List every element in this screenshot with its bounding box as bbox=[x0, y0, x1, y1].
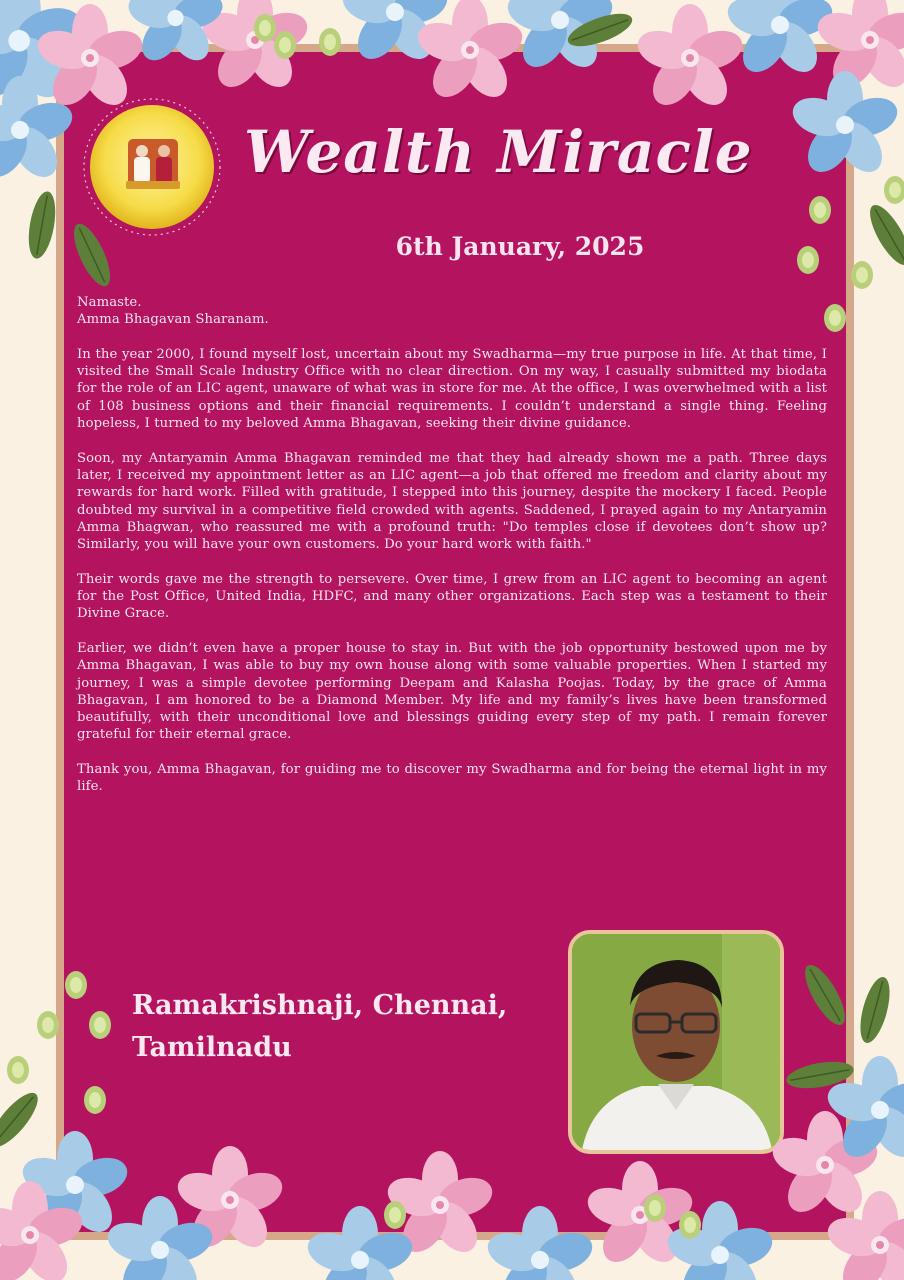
paragraph-5: Thank you, Amma Bhagavan, for guiding me to discover my Swadharma and for being the eternal light in my life. bbox=[77, 762, 827, 795]
page-title: Wealth Miracle bbox=[244, 118, 753, 186]
signature bbox=[132, 985, 562, 1069]
date-heading: 6th January, 2025 bbox=[395, 232, 645, 261]
portrait-icon bbox=[572, 934, 780, 1150]
signature-place: Tamilnadu bbox=[132, 1032, 292, 1063]
greeting bbox=[77, 294, 827, 329]
signature-name: Ramakrishnaji, Chennai, bbox=[132, 990, 508, 1021]
paragraph-1: In the year 2000, I found myself lost, uncertain about my Swadharma—my true purpose in life. At that time, I visited the Small Scale Industry Office with no clear direction. On my way, I casually submitted my biodata for the role of an LIC agent, unaware of what was in store for me. At the office, I was overwhelmed with a list of 108 business options and their financial requirements. I couldn’t understand a single thing. Feeling hopeless, I turned to my beloved Amma Bhagavan, seeking their divine guidance. bbox=[77, 346, 827, 432]
testimony-text bbox=[77, 294, 827, 813]
paragraph-3: Their words gave me the strength to persevere. Over time, I grew from an LIC agent to becoming an agent for the Post Office, United India, HDFC, and many other organizations. Each step was a testament to their Divine Grace. bbox=[77, 571, 827, 622]
greeting-namaste: Namaste. bbox=[77, 295, 142, 310]
paragraph-2: Soon, my Antaryamin Amma Bhagavan reminded me that they had already shown me a path. Three days later, I received my appointment letter as an LIC agent—a job that offered me freedom and clarity about my rewards for hard work. Filled with gratitude, I stepped into this journey, despite the mockery I faced. People doubted my survival in a competitive field crowded with agents. Saddened, I prayed again to my Antaryamin Amma Bhagwan, who reassured me with a profound truth: "Do temples close if devotees don’t show up? Similarly, you will have your own customers. Do your hard work with faith." bbox=[77, 450, 827, 553]
greeting-sharanam: Amma Bhagavan Sharanam. bbox=[77, 312, 269, 328]
paragraph-4: Earlier, we didn’t even have a proper house to stay in. But with the job opportunity bestowed upon me by Amma Bhagavan, I was able to buy my own house along with some valuable properties. When I started my journey, I was a simple devotee performing Deepam and Kalasha Poojas. Today, by the grace of Amma Bhagavan, I am honored to be a Diamond Member. My life and my family’s lives have been transformed beautifully, with their unconditional love and blessings guiding every step of my path. I remain forever grateful for their eternal grace. bbox=[77, 640, 827, 743]
portrait-photo bbox=[568, 930, 784, 1154]
deity-medallion-icon bbox=[80, 95, 224, 239]
